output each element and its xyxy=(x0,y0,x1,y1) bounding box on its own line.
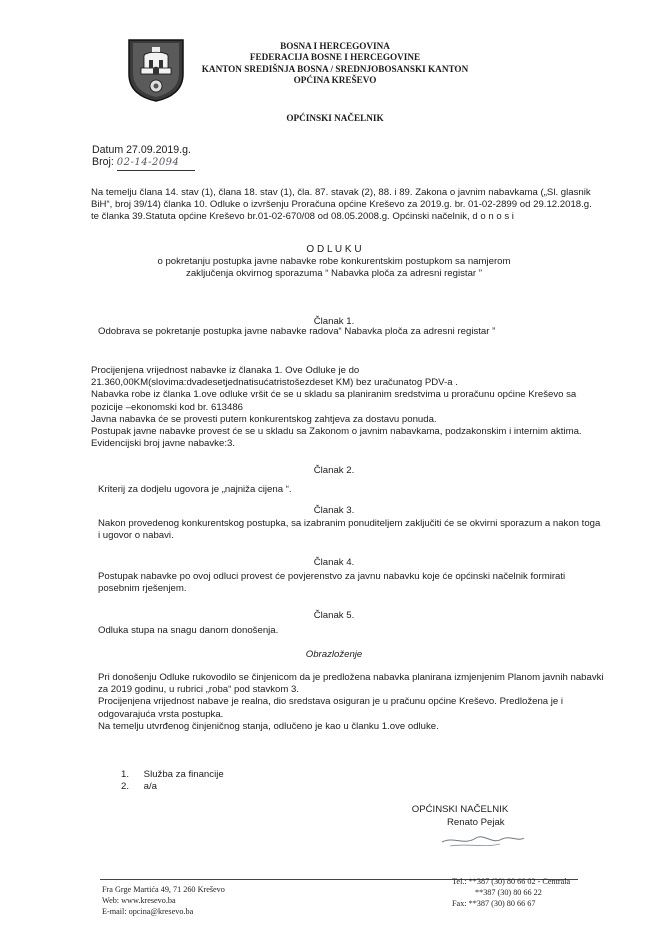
text-line: pozicije –ekonomski kod br. 613486 xyxy=(91,401,243,413)
header-line: BOSNA I HERCEGOVINA xyxy=(280,41,390,51)
footer-email: E-mail: opcina@kresevo.ba xyxy=(102,907,194,916)
article-title: Članak 2. xyxy=(313,465,355,476)
legal-basis xyxy=(91,187,611,224)
list-number: 1. xyxy=(121,769,130,780)
article-title: Članak 4. xyxy=(313,557,355,568)
footer-web: Web: www.kresevo.ba xyxy=(102,896,176,905)
list-item xyxy=(121,781,224,793)
decision-title: O D L U K U xyxy=(306,244,362,255)
rationale-title: Obrazloženje xyxy=(305,649,363,660)
text-line: Postupak nabavke po ovoj odluci provest će povjerenstvo za javnu nabavku koje će općinski načelnik formirati xyxy=(98,571,566,582)
text-line: 21.360,00KM(slovima:dvadesetjednatisućatristošezdeset KM) bez uračunatog PDV-a . xyxy=(91,377,458,389)
article-title: Članak 5. xyxy=(313,610,355,621)
article-text: Kriterij za dodjelu ugovora je „najniža cijena “. xyxy=(98,484,292,495)
text-line: za 2019 godinu, u rubrici „roba“ pod stavkom 3. xyxy=(98,684,300,696)
list-number: 2. xyxy=(121,781,130,793)
subtitle-line: zaključenja okvirnog sporazuma “ Nabavka ploča za adresni registar ” xyxy=(186,268,482,280)
decision-subtitle xyxy=(134,256,534,280)
article-text xyxy=(98,518,600,542)
handwritten-number: 02-14-2094 xyxy=(116,157,180,168)
distribution-list xyxy=(121,769,224,793)
letterhead xyxy=(130,41,540,86)
signature-scribble xyxy=(438,826,528,852)
header-line: KANTON SREDIŠNJA BOSNA / SREDNJOBOSANSKI KANTON xyxy=(201,63,469,74)
article-text: Odluka stupa na snagu danom donošenja. xyxy=(98,625,279,636)
footer-contact xyxy=(102,884,225,917)
text-line: Na temelju članа 14. stav (1), člana 18. stav (1), čla. 87. stavak (2), 88. i 89. Zakona o javnim nabavkama („Sl. glasnik xyxy=(91,187,591,198)
footer-tel: **387 (30) 80 66 22 xyxy=(475,888,542,897)
footer-address: Fra Grge Martića 49, 71 260 Kreševo xyxy=(102,885,225,894)
header-line: FEDERACIJA BOSNE I HERCEGOVINE xyxy=(249,52,421,63)
number-underline xyxy=(117,170,195,171)
signature-title: OPĆINSKI NAČELNIK xyxy=(411,804,509,815)
text-line: odgovarajuća vrsta postupka. xyxy=(98,708,224,720)
text-line: Postupak javne nabavke provest će se u skladu sa Zakonom o javnim nabavkama, podzakonskim i internim aktima. xyxy=(91,426,582,438)
office-title: OPĆINSKI NAČELNIK xyxy=(286,113,384,123)
article1-details xyxy=(91,365,611,450)
footer-fax: Fax: **387 (30) 80 66 67 xyxy=(452,899,536,908)
article-title: Članak 3. xyxy=(313,505,355,516)
document-number xyxy=(92,156,179,169)
footer-tel: Tel.: **387 (30) 80 66 02 - Centrala xyxy=(452,877,571,886)
document-date: Datum 27.09.2019.g. xyxy=(92,144,191,156)
text-line: Na temelju utvrđenog činjeničnog stanja, odlučeno je kao u članku 1.ove odluke. xyxy=(98,720,439,732)
text-line: Procijenjena vrijednost nabave je realna, dio sredstava osiguran je u pračunu općine Kreševo. Predložena je i xyxy=(98,696,564,708)
text-line: i ugovor o nabavi. xyxy=(98,530,174,542)
text-line: posebnim rješenjem. xyxy=(98,583,187,595)
text-line: Procijenjena vrijednost nabavke iz članaka 1. Ove Odluke je do xyxy=(91,365,360,376)
number-label: Broj: xyxy=(92,156,114,168)
header-line: OPĆINA KREŠEVO xyxy=(293,74,377,85)
rationale-text xyxy=(98,672,604,733)
list-text: a/a xyxy=(143,781,158,793)
article-text xyxy=(98,571,565,595)
subtitle-line: o pokretanju postupka javne nabavke robe konkurentskim postupkom sa namjerom xyxy=(157,256,511,267)
article-text: Odobrava se pokretanje postupka javne nabavke radova“ Nabavka ploča za adresni registar ” xyxy=(98,326,496,337)
list-text: Služba za financije xyxy=(143,769,224,780)
text-line: Javna nabavka će se provesti putem konkurentskog zahtjeva za dostavu ponuda. xyxy=(91,413,437,425)
text-line: Nakon provedenog konkurentskog postupka, sa izabranim ponuditeljem zaključiti će se okvirni sporazum a nakon toga xyxy=(98,518,601,529)
list-item xyxy=(121,769,224,781)
text-line: Evidencijski broj javne nabavke:3. xyxy=(91,438,235,450)
text-line: Nabavka robe iz članka 1.ove odluke vršit će se u skladu sa planiranim sredstvima u proračunu općine Kreševo sa xyxy=(91,389,577,401)
text-line: te članka 39.Statuta općine Kreševo br.01-02-670/08 od 08.05.2008.g. Općinski načelnik, d o n o s i xyxy=(91,211,514,223)
footer-phones xyxy=(452,876,570,909)
text-line: BiH“, broj 39/14) članka 10. Odluke o izvršenju Proračuna općine Kreševo za 2019.g. br. 01-02-2899 od 29.12.2018.g. xyxy=(91,199,592,211)
article-title: Članak 1. xyxy=(313,316,355,327)
text-line: Pri donošenju Odluke rukovodilo se činjenicom da je predložena nabavka planirana izmjenjenim Planom javnih nabavki xyxy=(98,672,604,683)
signature-name: Renato Pejak xyxy=(447,817,505,828)
